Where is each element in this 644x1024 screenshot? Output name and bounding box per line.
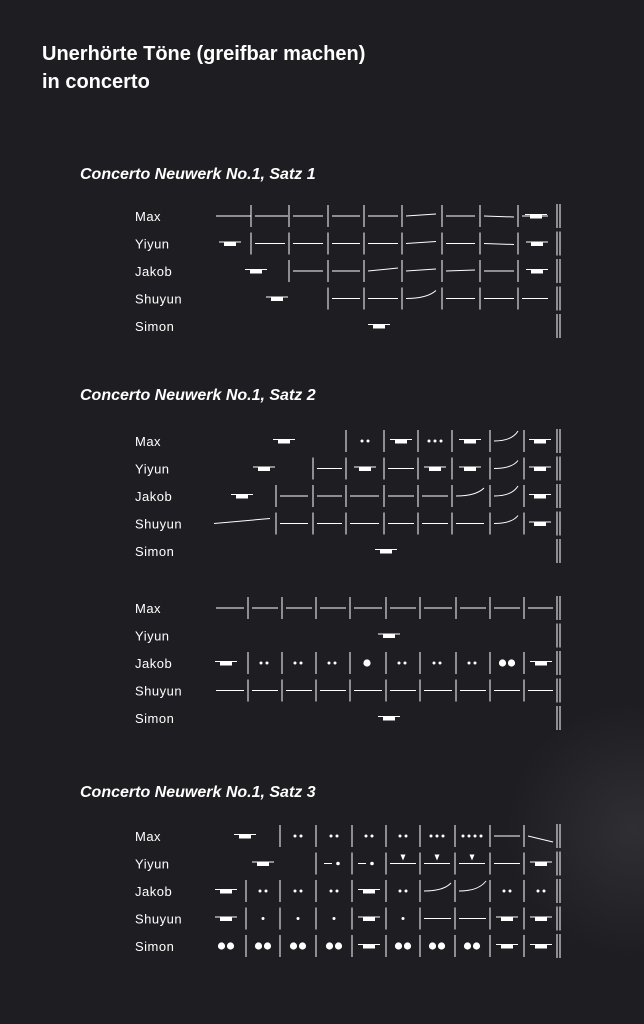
accented-dots — [326, 942, 342, 949]
page-title — [42, 40, 365, 96]
sustained-note — [424, 467, 446, 471]
sustained-note — [375, 550, 397, 554]
staccato-dots — [330, 835, 339, 838]
sustained-note — [234, 835, 256, 839]
player-name: Simon — [135, 711, 175, 726]
staccato-dots — [503, 890, 512, 893]
sustained-note — [530, 662, 552, 666]
page-title-line-1: Unerhörte Töne (greifbar machen) — [42, 43, 366, 65]
player-name: Max — [135, 829, 162, 844]
player-name: Yiyun — [135, 236, 170, 252]
sustained-note — [378, 717, 400, 721]
falling-line — [446, 270, 475, 271]
sustained-note — [526, 242, 548, 246]
sustained-note — [529, 522, 551, 526]
dash-dot-figure — [358, 862, 374, 866]
staccato-dots — [462, 835, 483, 838]
glissando-curve — [494, 516, 518, 524]
player-name: Jakob — [135, 489, 173, 504]
staccato-dots — [262, 917, 265, 920]
sustained-note — [529, 440, 551, 444]
player-name: Yiyun — [135, 856, 170, 872]
falling-line — [484, 216, 514, 217]
rising-line — [368, 268, 398, 271]
staccato-dots — [537, 890, 546, 893]
sustained-note — [215, 662, 237, 666]
staccato-dots — [430, 835, 445, 838]
player-name: Yiyun — [135, 628, 170, 644]
accent-wedge — [424, 855, 450, 864]
accent-wedge — [459, 855, 485, 864]
player-name: Shuyun — [135, 291, 183, 307]
accented-dots — [395, 942, 411, 949]
accented-dots — [218, 942, 234, 949]
staccato-dots — [361, 440, 370, 443]
glissando-curve — [494, 431, 518, 441]
accented-dots — [363, 659, 370, 666]
player-name: Shuyun — [135, 683, 183, 699]
sustained-note — [368, 325, 390, 329]
sustained-note — [390, 440, 412, 444]
staccato-dots — [402, 917, 405, 920]
accent-wedge — [390, 855, 416, 864]
staccato-dots — [365, 835, 374, 838]
glissando-curve — [494, 486, 518, 496]
rising-line — [406, 269, 436, 271]
player-name: Simon — [135, 319, 175, 334]
staccato-dots — [259, 890, 268, 893]
sustained-note — [215, 917, 237, 921]
staccato-dots — [297, 917, 300, 920]
sustained-note — [378, 634, 400, 638]
staccato-dots — [433, 662, 442, 665]
staccato-dots — [330, 890, 339, 893]
sustained-note — [530, 945, 552, 949]
staccato-dots — [399, 835, 408, 838]
player-name: Shuyun — [135, 911, 183, 927]
glissando-curve — [406, 291, 436, 299]
sustained-note — [219, 242, 241, 246]
sustained-note — [526, 270, 548, 274]
staccato-dots — [399, 890, 408, 893]
accented-dots — [290, 942, 306, 949]
accented-dots — [429, 942, 445, 949]
sustained-note — [252, 862, 274, 866]
score-satz-2-system-2 — [0, 592, 644, 738]
sustained-note — [459, 440, 481, 444]
glissando-curve — [424, 883, 451, 891]
sustained-note — [529, 495, 551, 499]
section-title-satz-2: Concerto Neuwerk No.1, Satz 2 — [80, 387, 316, 404]
glissando-curve — [494, 461, 518, 469]
sustained-note — [530, 917, 552, 921]
score-satz-2-system-1 — [0, 425, 644, 571]
staccato-dots — [294, 662, 303, 665]
player-name: Yiyun — [135, 461, 170, 477]
staccato-dots — [294, 890, 303, 893]
sustained-note — [358, 890, 380, 894]
staccato-dots — [260, 662, 269, 665]
sustained-note — [358, 945, 380, 949]
falling-line — [484, 244, 514, 245]
rising-line — [406, 242, 436, 244]
sustained-note — [231, 495, 253, 499]
staccato-dots — [428, 440, 443, 443]
score-satz-1 — [0, 200, 644, 346]
player-name: Jakob — [135, 656, 173, 671]
glissando-curve — [456, 488, 484, 496]
accented-dots — [464, 942, 480, 949]
sustained-note — [459, 467, 481, 471]
player-name: Max — [135, 434, 162, 449]
sustained-note — [253, 467, 275, 471]
sustained-note — [529, 467, 551, 471]
staccato-dots — [294, 835, 303, 838]
staccato-dots — [398, 662, 407, 665]
sustained-note — [273, 440, 295, 444]
rising-line — [406, 214, 436, 216]
section-title-satz-1: Concerto Neuwerk No.1, Satz 1 — [80, 166, 316, 183]
accented-dots — [499, 659, 515, 666]
player-name: Jakob — [135, 884, 173, 899]
score-satz-3 — [0, 820, 644, 966]
player-name: Jakob — [135, 264, 173, 279]
glissando-curve — [459, 881, 486, 891]
sustained-note — [354, 467, 376, 471]
sustained-note — [245, 270, 267, 274]
section-title-satz-3: Concerto Neuwerk No.1, Satz 3 — [80, 784, 316, 801]
player-name: Simon — [135, 544, 175, 559]
sustained-note — [530, 862, 552, 866]
player-name: Shuyun — [135, 516, 183, 532]
staccato-dots — [468, 662, 477, 665]
staccato-dots — [328, 662, 337, 665]
page-title-line-2: in concerto — [42, 71, 150, 93]
sustained-note — [266, 297, 288, 301]
player-name: Max — [135, 601, 162, 616]
falling-line — [214, 519, 270, 524]
sustained-note — [215, 890, 237, 894]
sustained-note — [358, 917, 380, 921]
falling-line — [528, 836, 553, 842]
sustained-note — [496, 917, 518, 921]
staccato-dots — [333, 917, 336, 920]
dash-dot-figure — [324, 862, 340, 866]
accented-dots — [255, 942, 271, 949]
player-name: Simon — [135, 939, 175, 954]
sustained-note — [496, 945, 518, 949]
player-name: Max — [135, 209, 162, 224]
